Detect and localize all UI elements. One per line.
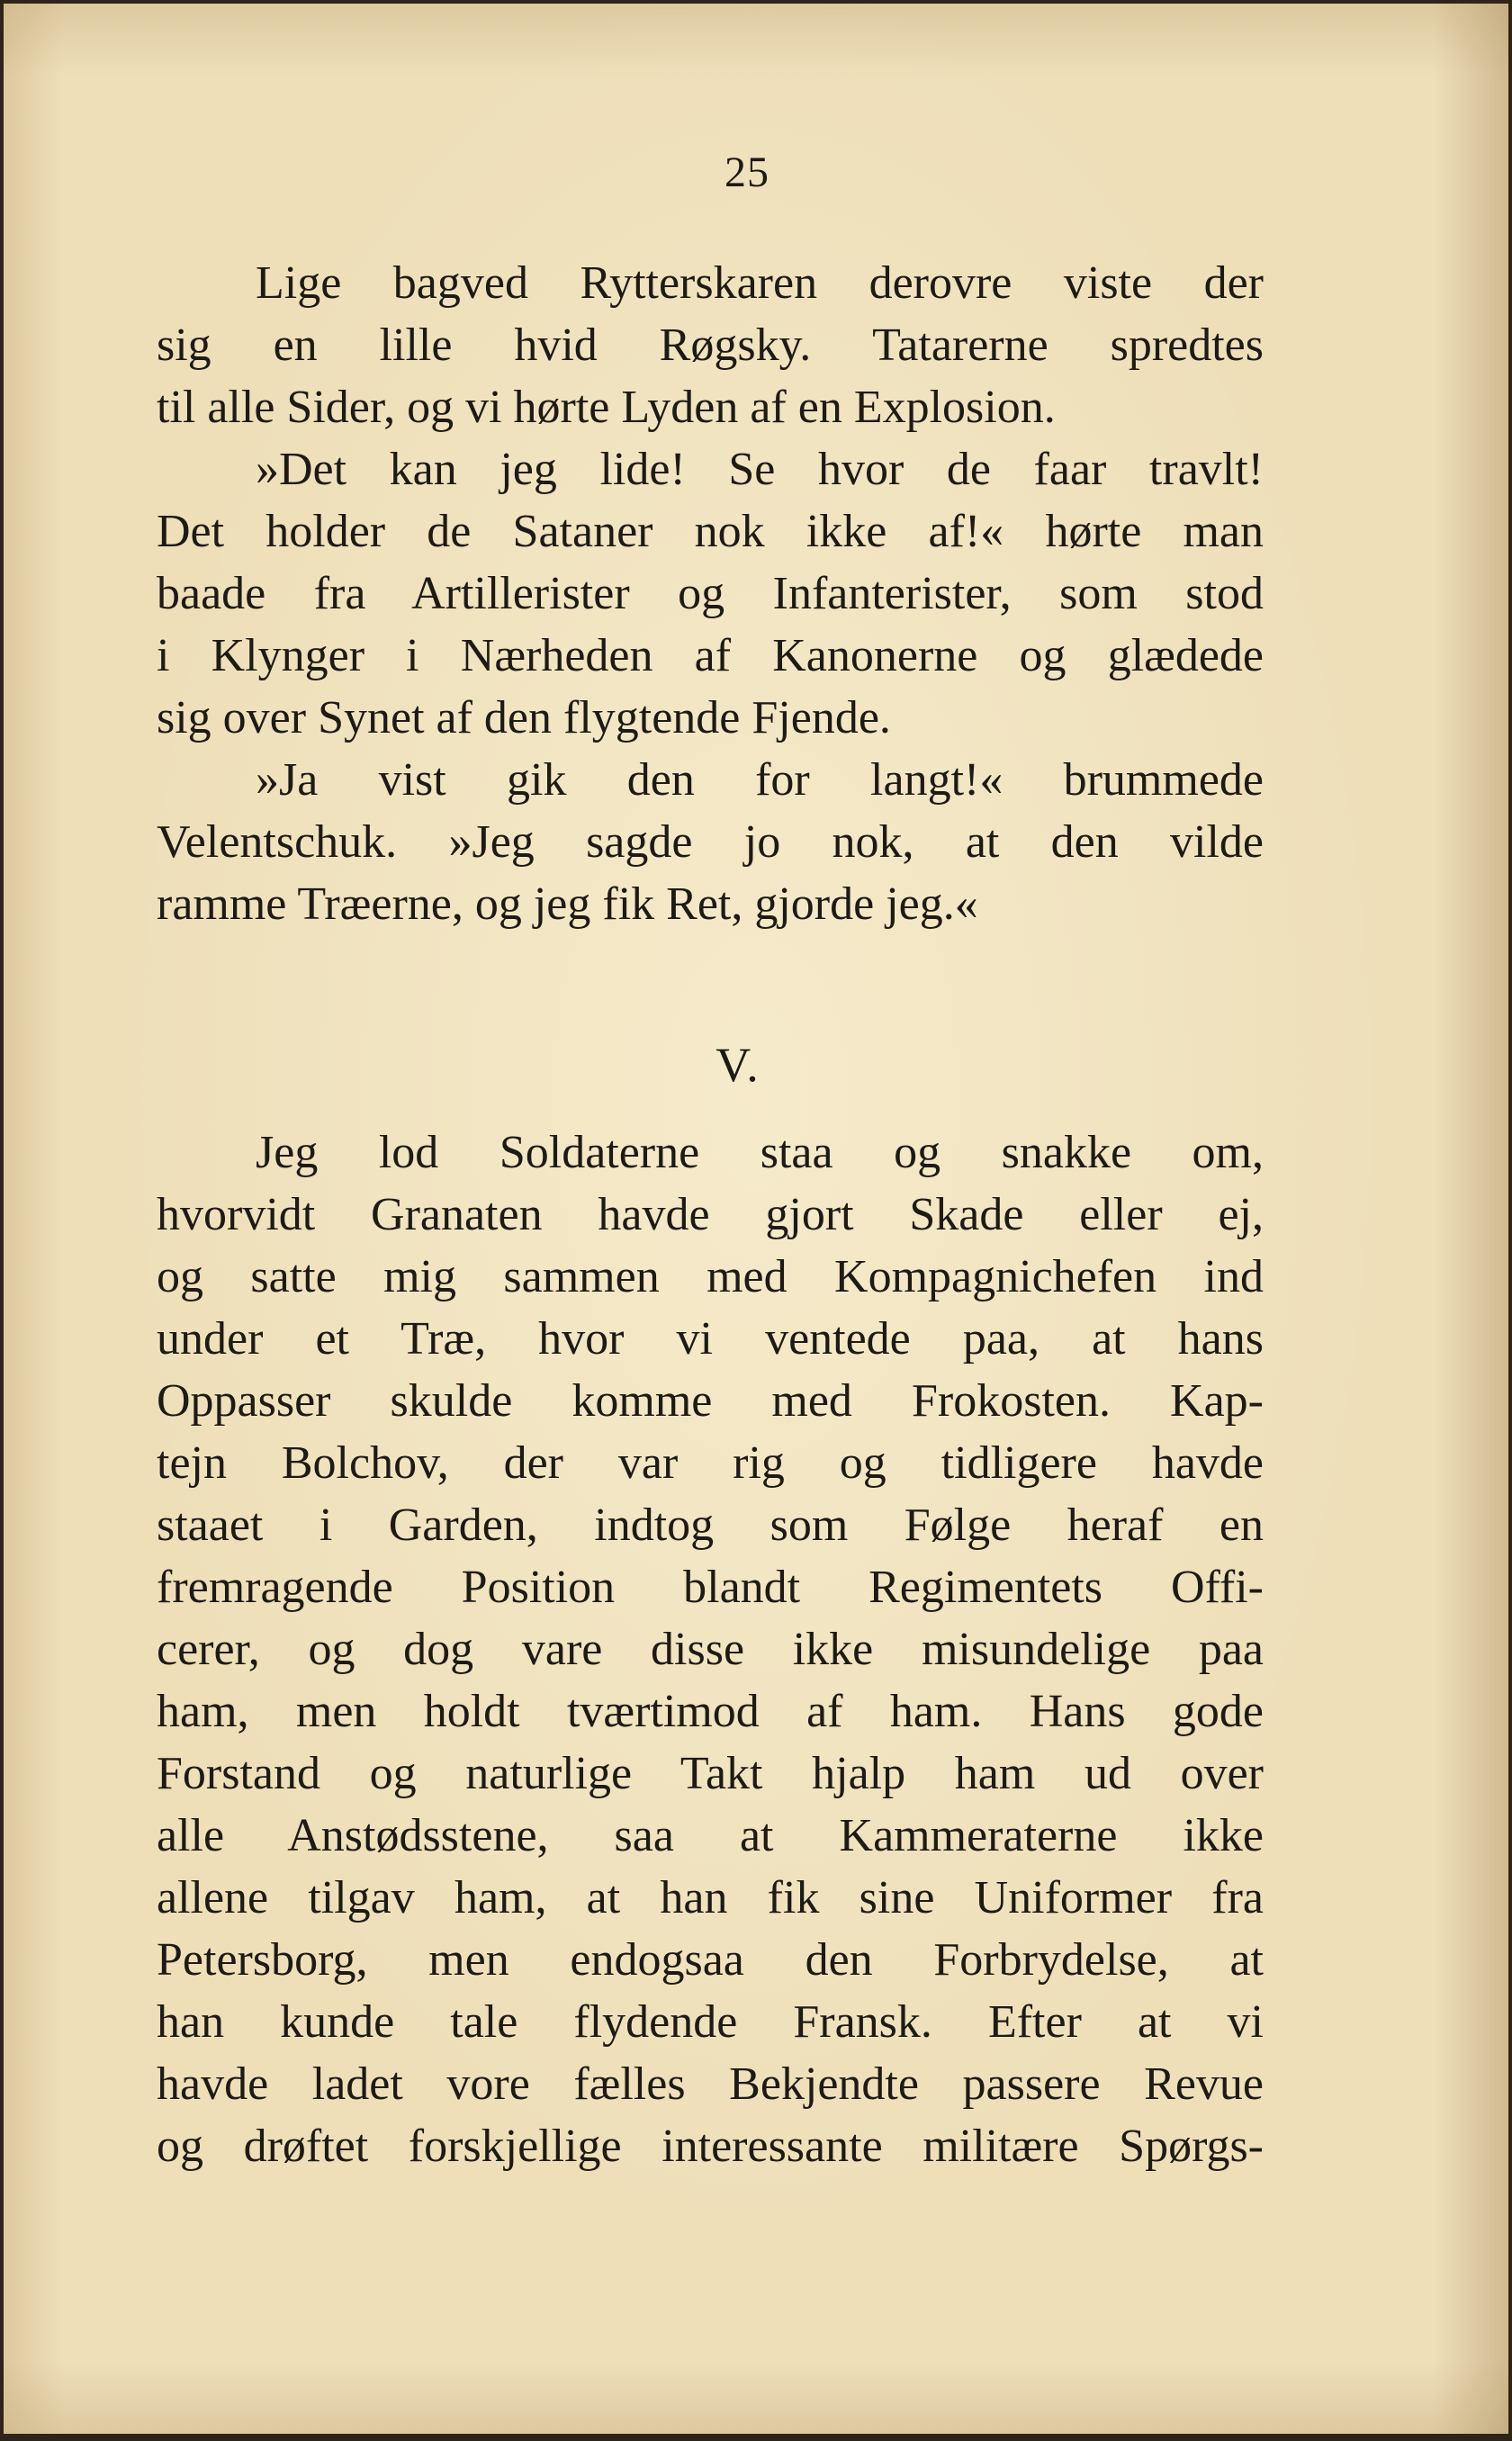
text-line: baade fra Artillerister og Infanterister, som stod bbox=[157, 568, 1264, 619]
book-page bbox=[4, 4, 1508, 2434]
text-line: havde ladet vore fælles Bekjendte passere Revue bbox=[157, 2058, 1264, 2110]
text-line: ham, men holdt tværtimod af ham. Hans gode bbox=[157, 1686, 1264, 1737]
text-line: Petersborg, men endogsaa den Forbrydelse, at bbox=[157, 1934, 1264, 1986]
text-line: og satte mig sammen med Kompagnichefen ind bbox=[157, 1251, 1264, 1302]
text-line: »Det kan jeg lide! Se hvor de faar travlt! bbox=[256, 444, 1264, 495]
chapter-heading: V. bbox=[716, 1038, 760, 1092]
text-line: allene tilgav ham, at han fik sine Uniformer fra bbox=[157, 1872, 1264, 1923]
text-line: til alle Sider, og vi hørte Lyden af en Explosion. bbox=[157, 382, 1056, 433]
page-number: 25 bbox=[724, 149, 770, 196]
text-line: fremragende Position blandt Regimentets Offi- bbox=[157, 1562, 1264, 1613]
text-line: »Ja vist gik den for langt!« brummede bbox=[256, 754, 1264, 806]
text-line: Lige bagved Rytterskaren derovre viste der bbox=[256, 257, 1264, 309]
text-line: Det holder de Sataner nok ikke af!« hørte man bbox=[157, 506, 1264, 557]
text-line: han kunde tale flydende Fransk. Efter at vi bbox=[157, 1996, 1264, 2048]
text-line: hvorvidt Granaten havde gjort Skade eller ej, bbox=[157, 1189, 1264, 1240]
text-block-chapter-v bbox=[157, 1121, 1264, 2177]
text-line: og drøftet forskjellige interessante militære Spørgs- bbox=[157, 2121, 1264, 2172]
text-line: ramme Træerne, og jeg fik Ret, gjorde jeg.« bbox=[157, 878, 978, 930]
text-block-before-chapter bbox=[157, 252, 1264, 935]
text-line: under et Træ, hvor vi ventede paa, at hans bbox=[157, 1313, 1264, 1365]
text-line: Velentschuk. »Jeg sagde jo nok, at den vilde bbox=[157, 816, 1264, 868]
text-line: Forstand og naturlige Takt hjalp ham ud over bbox=[157, 1748, 1264, 1799]
text-line: Oppasser skulde komme med Frokosten. Kap- bbox=[157, 1375, 1264, 1427]
text-line: cerer, og dog vare disse ikke misundelige paa bbox=[157, 1624, 1264, 1675]
text-line: sig en lille hvid Røgsky. Tatarerne spredtes bbox=[157, 320, 1264, 371]
text-line: tejn Bolchov, der var rig og tidligere havde bbox=[157, 1437, 1264, 1489]
text-line: staaet i Garden, indtog som Følge heraf en bbox=[157, 1500, 1264, 1551]
text-line: i Klynger i Nærheden af Kanonerne og glædede bbox=[157, 630, 1264, 681]
text-line: Jeg lod Soldaterne staa og snakke om, bbox=[256, 1127, 1264, 1178]
text-line: sig over Synet af den flygtende Fjende. bbox=[157, 692, 891, 743]
text-line: alle Anstødsstene, saa at Kammeraterne ikke bbox=[157, 1810, 1264, 1861]
